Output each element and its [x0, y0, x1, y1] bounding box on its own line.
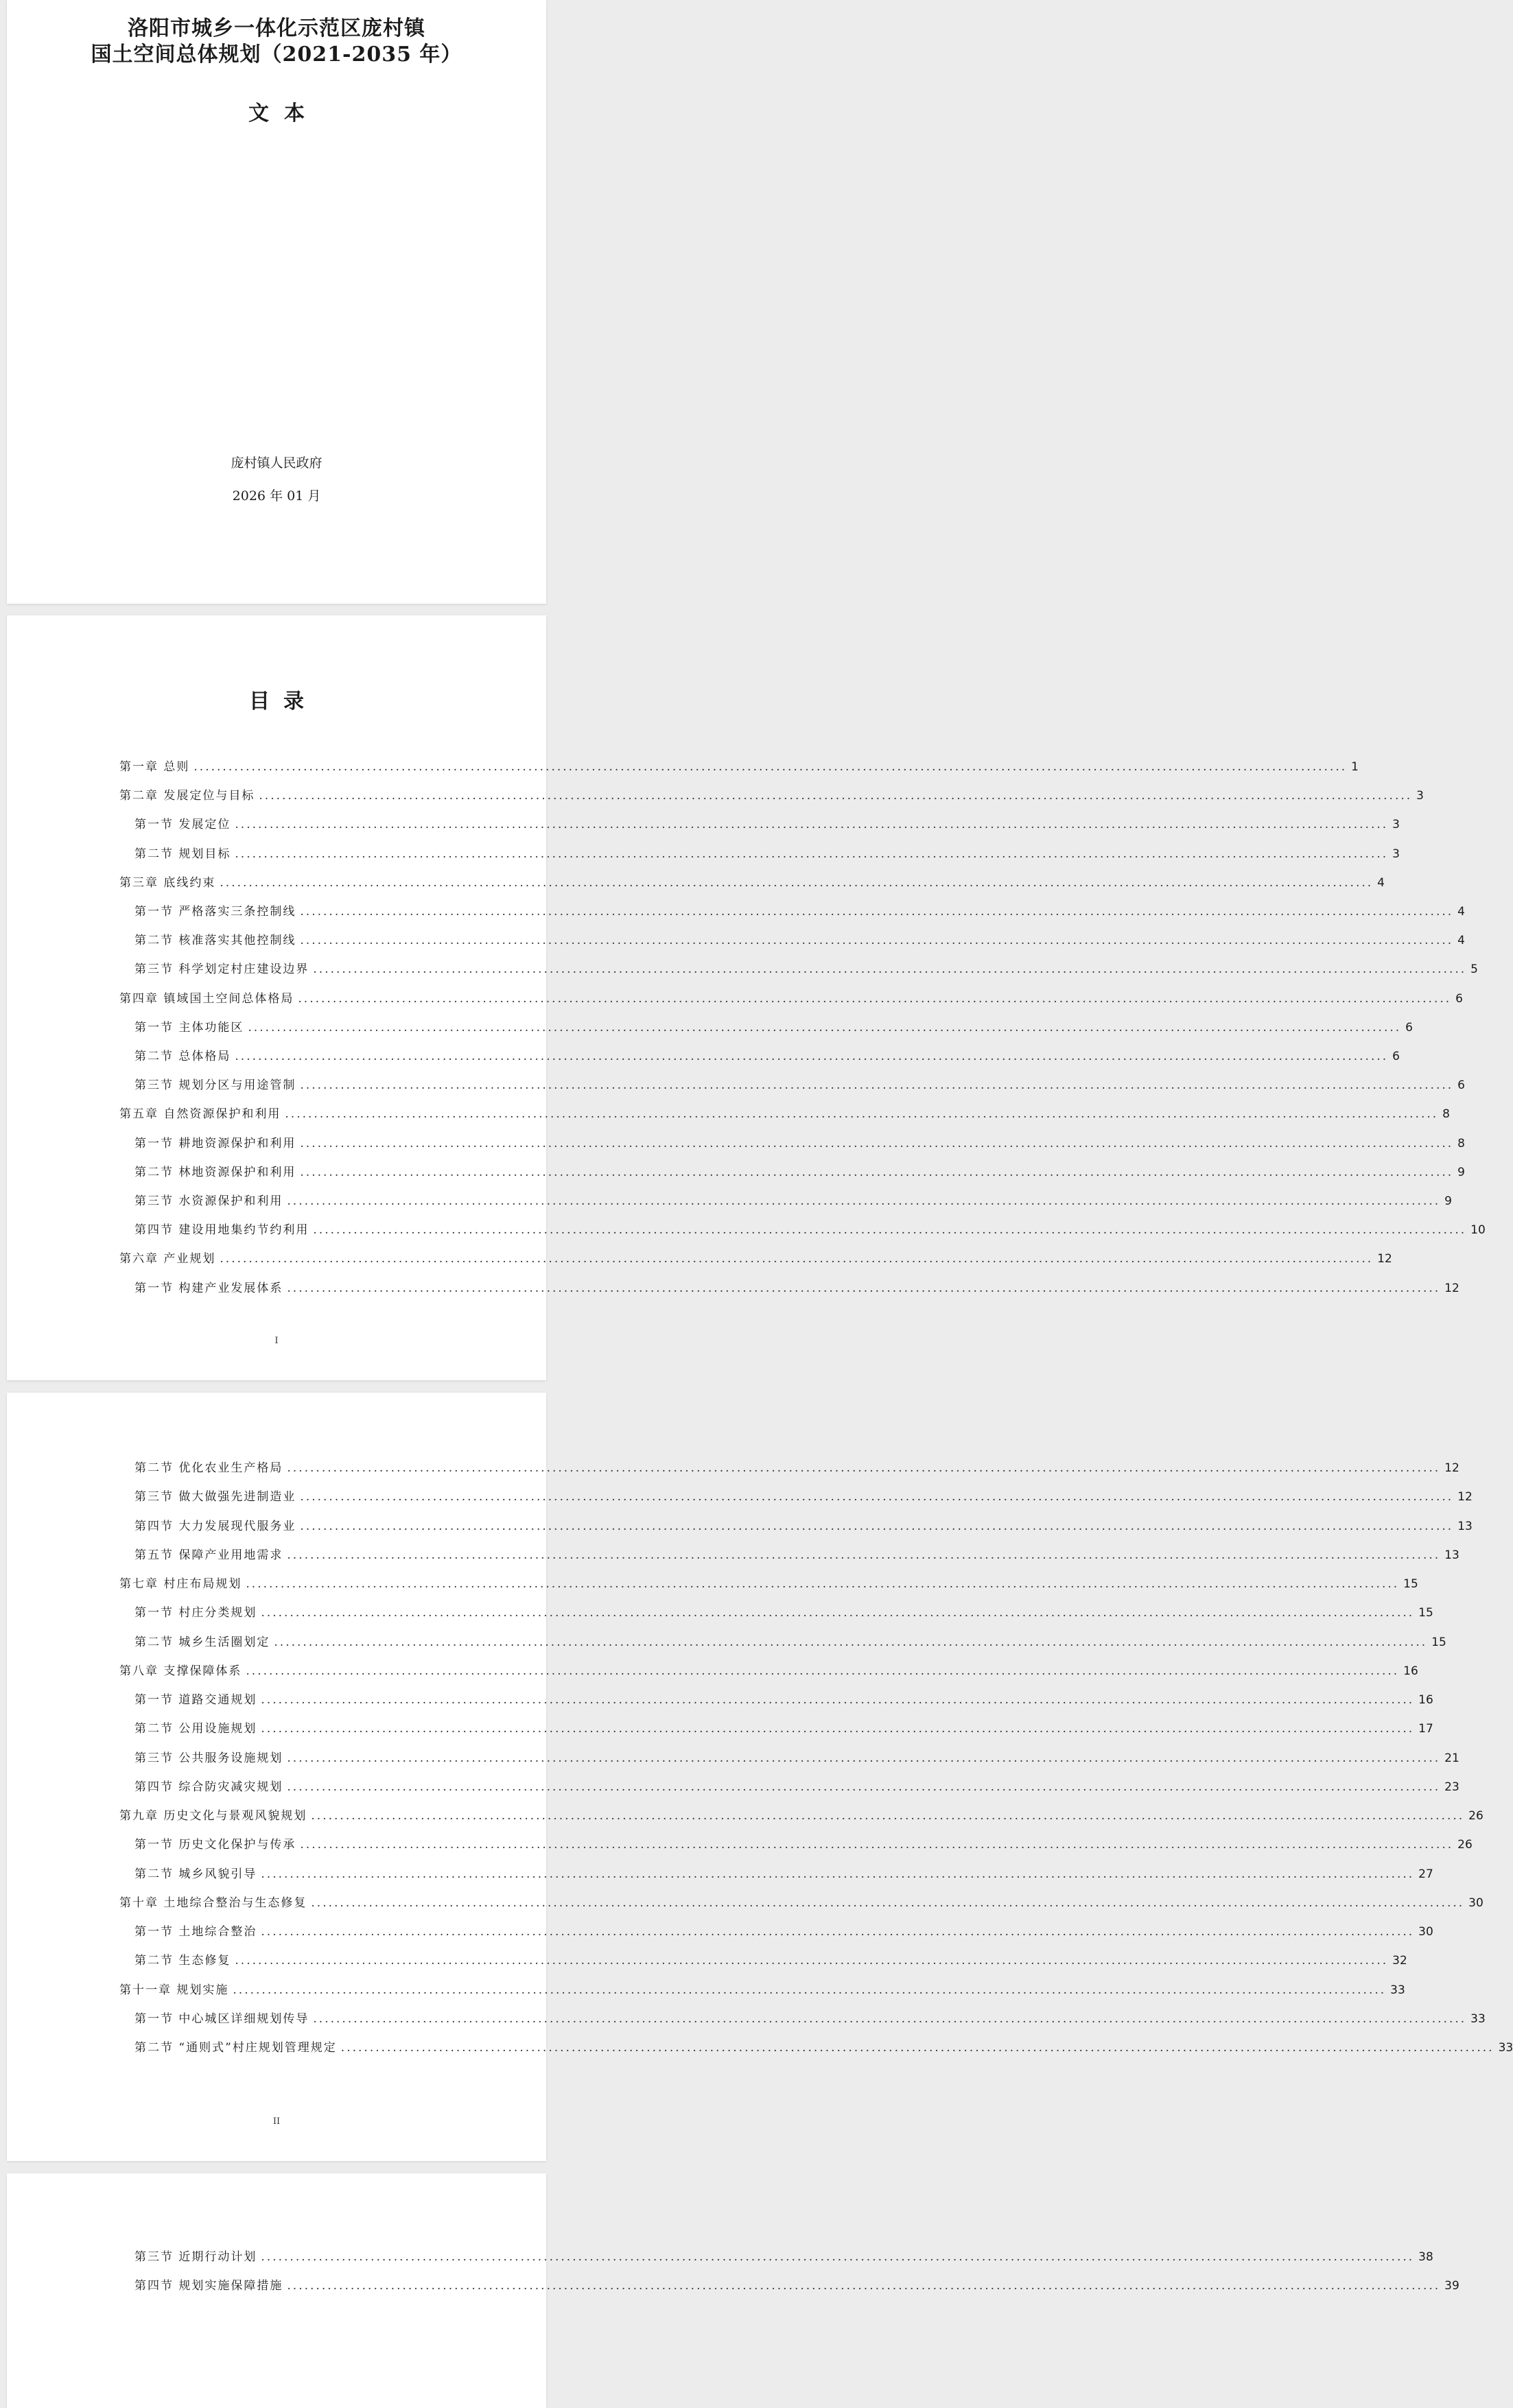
toc-leader-dots: ........................................................................................................................................................................................................	[233, 1983, 1387, 1997]
toc-leader-dots: ........................................................................................................................................................................................................	[261, 1925, 1415, 1939]
toc-leader-dots: ........................................................................................................................................................................................................	[287, 1461, 1441, 1475]
toc-section-entry[interactable]	[134, 2038, 1513, 2055]
toc-entry-page: 3	[1392, 818, 1400, 832]
toc-entry-label: 第一章 总则	[119, 760, 190, 774]
toc-heading: 目录	[249, 689, 318, 713]
toc-section-entry[interactable]	[134, 930, 1465, 948]
toc-entry-page: 12	[1444, 1281, 1459, 1295]
toc-entry-label: 第一节 历史文化保护与传承	[134, 1838, 296, 1852]
toc-section-entry[interactable]	[134, 1545, 1459, 1562]
toc-page-2	[7, 1393, 1513, 2161]
toc-entry-label: 第二节 城乡生活圈划定	[134, 1635, 270, 1649]
toc-section-entry[interactable]	[134, 959, 1478, 977]
toc-entry-label: 第二节 城乡风貌引导	[134, 1867, 257, 1881]
toc-entry-page: 15	[1431, 1635, 1446, 1649]
toc-entry-label: 第二节 公用设施规划	[134, 1722, 257, 1736]
toc-entry-page: 1	[1351, 760, 1359, 774]
toc-entry-label: 第四章 镇域国土空间总体格局	[119, 991, 294, 1006]
toc-entry-label: 第二节 “通则式”村庄规划管理规定	[134, 2041, 337, 2055]
toc-entry-page: 38	[1418, 2250, 1433, 2264]
toc-section-entry[interactable]	[134, 2247, 1433, 2264]
toc-entry-label: 第一节 耕地资源保护和利用	[134, 1136, 296, 1150]
toc-entry-label: 第二节 优化农业生产格局	[134, 1461, 283, 1475]
toc-section-entry[interactable]	[134, 1632, 1446, 1649]
toc-chapter-entry[interactable]	[119, 1893, 1483, 1910]
page-number: I	[274, 1336, 279, 1346]
toc-chapter-entry[interactable]	[119, 1806, 1483, 1823]
toc-entry-label: 第三节 规划分区与用途管制	[134, 1078, 296, 1093]
toc-chapter-entry[interactable]	[119, 873, 1385, 890]
toc-leader-dots: ........................................................................................................................................................................................................	[287, 1548, 1441, 1562]
toc-chapter-entry[interactable]	[119, 1249, 1392, 1266]
toc-entry-page: 10	[1470, 1223, 1486, 1238]
toc-chapter-entry[interactable]	[119, 1980, 1405, 1997]
toc-entry-label: 第二节 规划目标	[134, 847, 231, 861]
toc-leader-dots: ........................................................................................................................................................................................................	[287, 2279, 1441, 2293]
toc-entry-page: 6	[1457, 1078, 1465, 1093]
toc-section-entry[interactable]	[134, 1458, 1459, 1475]
toc-entry-page: 39	[1444, 2279, 1459, 2293]
toc-entry-label: 第十章 土地综合整治与生态修复	[119, 1896, 307, 1910]
cover-date: 2026 年 01 月	[232, 488, 321, 504]
toc-entry-page: 26	[1468, 1809, 1483, 1823]
toc-entry-page: 15	[1403, 1577, 1418, 1591]
toc-leader-dots: ........................................................................................................................................................................................................	[261, 2250, 1415, 2264]
toc-section-entry[interactable]	[134, 2009, 1486, 2026]
toc-entry-page: 15	[1418, 1606, 1433, 1620]
cover-page	[7, 0, 546, 604]
toc-leader-dots: ........................................................................................................................................................................................................	[313, 2011, 1467, 2026]
toc-chapter-entry[interactable]	[119, 989, 1463, 1006]
toc-entry-page: 6	[1405, 1020, 1413, 1035]
toc-section-entry[interactable]	[134, 1516, 1473, 1533]
toc-section-entry[interactable]	[134, 1162, 1465, 1179]
toc-section-entry[interactable]	[134, 1950, 1407, 1968]
toc-leader-dots: ........................................................................................................................................................................................................	[298, 991, 1452, 1006]
toc-leader-dots: ........................................................................................................................................................................................................	[235, 1050, 1389, 1063]
toc-entry-page: 33	[1390, 1983, 1405, 1997]
toc-leader-dots: ........................................................................................................................................................................................................	[313, 963, 1467, 977]
toc-entry-label: 第八章 支撑保障体系	[119, 1664, 242, 1678]
toc-leader-dots: ........................................................................................................................................................................................................	[300, 1165, 1454, 1179]
toc-leader-dots: ........................................................................................................................................................................................................	[311, 1809, 1465, 1823]
toc-entry-label: 第三节 公共服务设施规划	[134, 1751, 283, 1765]
toc-section-entry[interactable]	[134, 1834, 1473, 1852]
toc-leader-dots: ........................................................................................................................................................................................................	[300, 905, 1454, 919]
toc-entry-label: 第一节 发展定位	[134, 818, 231, 832]
toc-chapter-entry[interactable]	[119, 1574, 1418, 1591]
toc-section-entry[interactable]	[134, 1922, 1433, 1939]
toc-entry-label: 第二节 生态修复	[134, 1954, 231, 1968]
toc-entry-label: 第一节 主体功能区	[134, 1020, 244, 1035]
toc-entry-page: 33	[1498, 2041, 1513, 2055]
toc-leader-dots: ........................................................................................................................................................................................................	[235, 1954, 1389, 1968]
toc-leader-dots: ........................................................................................................................................................................................................	[287, 1780, 1441, 1794]
toc-leader-dots: ........................................................................................................................................................................................................	[261, 1867, 1415, 1881]
toc-entry-page: 4	[1377, 875, 1385, 890]
toc-entry-label: 第一节 道路交通规划	[134, 1693, 257, 1707]
toc-section-entry[interactable]	[134, 1487, 1473, 1504]
toc-section-entry[interactable]	[134, 1133, 1465, 1150]
toc-section-entry[interactable]	[134, 814, 1400, 832]
toc-leader-dots: ........................................................................................................................................................................................................	[311, 1896, 1465, 1910]
toc-entry-label: 第四节 综合防灾减灾规划	[134, 1780, 283, 1794]
toc-entry-label: 第四节 建设用地集约节约利用	[134, 1223, 309, 1238]
toc-entry-label: 第二节 核准落实其他控制线	[134, 934, 296, 948]
toc-section-entry[interactable]	[134, 901, 1465, 919]
toc-entry-label: 第三节 科学划定村庄建设边界	[134, 963, 309, 977]
toc-entry-label: 第四节 大力发展现代服务业	[134, 1519, 296, 1533]
toc-section-entry[interactable]	[134, 2276, 1459, 2293]
toc-leader-dots: ........................................................................................................................................................................................................	[220, 1252, 1374, 1266]
toc-section-entry[interactable]	[134, 1075, 1465, 1093]
toc-entry-label: 第一节 严格落实三条控制线	[134, 905, 296, 919]
toc-entry-page: 6	[1455, 991, 1463, 1006]
toc-entry-page: 13	[1457, 1519, 1473, 1533]
toc-entry-page: 23	[1444, 1780, 1459, 1794]
toc-entry-label: 第九章 历史文化与景观风貌规划	[119, 1809, 307, 1823]
toc-leader-dots: ........................................................................................................................................................................................................	[300, 1519, 1454, 1533]
toc-entry-label: 第一节 中心城区详细规划传导	[134, 2011, 309, 2026]
toc-leader-dots: ........................................................................................................................................................................................................	[287, 1194, 1441, 1208]
toc-entry-label: 第二章 发展定位与目标	[119, 789, 255, 803]
toc-chapter-entry[interactable]	[119, 786, 1424, 803]
toc-section-entry[interactable]	[134, 1278, 1459, 1295]
toc-section-entry[interactable]	[134, 1603, 1433, 1620]
toc-section-entry[interactable]	[134, 1719, 1433, 1736]
toc-leader-dots: ........................................................................................................................................................................................................	[259, 789, 1413, 803]
toc-leader-dots: ........................................................................................................................................................................................................	[235, 847, 1389, 861]
toc-entry-page: 16	[1418, 1693, 1433, 1707]
toc-section-entry[interactable]	[134, 844, 1400, 861]
toc-leader-dots: ........................................................................................................................................................................................................	[287, 1751, 1441, 1765]
toc-entry-page: 3	[1392, 847, 1400, 861]
toc-entry-page: 32	[1392, 1954, 1407, 1968]
toc-entry-page: 9	[1457, 1165, 1465, 1179]
toc-section-entry[interactable]	[134, 1220, 1486, 1238]
toc-section-entry[interactable]	[134, 1690, 1433, 1707]
toc-entry-label: 第三节 做大做强先进制造业	[134, 1490, 296, 1504]
toc-section-entry[interactable]	[134, 1864, 1433, 1881]
toc-leader-dots: ........................................................................................................................................................................................................	[313, 1223, 1467, 1238]
cover-issuer: 庞村镇人民政府	[231, 456, 322, 471]
toc-leader-dots: ........................................................................................................................................................................................................	[287, 1281, 1441, 1295]
toc-leader-dots: ........................................................................................................................................................................................................	[300, 1490, 1454, 1504]
toc-entry-page: 13	[1444, 1548, 1459, 1562]
toc-entry-page: 30	[1468, 1896, 1483, 1910]
toc-leader-dots: ........................................................................................................................................................................................................	[285, 1107, 1439, 1122]
toc-leader-dots: ........................................................................................................................................................................................................	[300, 1136, 1454, 1150]
toc-section-entry[interactable]	[134, 1046, 1400, 1063]
toc-entry-page: 4	[1457, 905, 1465, 919]
toc-entry-page: 26	[1457, 1838, 1473, 1852]
toc-entry-label: 第一节 构建产业发展体系	[134, 1281, 283, 1295]
toc-entry-label: 第四节 规划实施保障措施	[134, 2279, 283, 2293]
toc-leader-dots: ........................................................................................................................................................................................................	[300, 934, 1454, 948]
toc-entry-page: 17	[1418, 1722, 1433, 1736]
toc-entry-label: 第二节 林地资源保护和利用	[134, 1165, 296, 1179]
toc-leader-dots: ........................................................................................................................................................................................................	[300, 1838, 1454, 1852]
toc-section-entry[interactable]	[134, 1777, 1459, 1794]
toc-entry-page: 30	[1418, 1925, 1433, 1939]
toc-section-entry[interactable]	[134, 1017, 1413, 1035]
toc-leader-dots: ........................................................................................................................................................................................................	[261, 1693, 1415, 1707]
toc-entry-label: 第一节 村庄分类规划	[134, 1606, 257, 1620]
toc-entry-page: 21	[1444, 1751, 1459, 1765]
toc-entry-label: 第五节 保障产业用地需求	[134, 1548, 283, 1562]
toc-chapter-entry[interactable]	[119, 1104, 1450, 1122]
toc-entry-page: 27	[1418, 1867, 1433, 1881]
toc-leader-dots: ........................................................................................................................................................................................................	[235, 818, 1389, 832]
toc-entry-page: 5	[1470, 963, 1478, 977]
cover-title-line2: 国土空间总体规划（2021-2035 年）	[91, 43, 462, 67]
toc-leader-dots: ........................................................................................................................................................................................................	[340, 2041, 1494, 2055]
toc-entry-label: 第五章 自然资源保护和利用	[119, 1107, 281, 1122]
toc-entry-label: 第十一章 规划实施	[119, 1983, 229, 1997]
toc-entry-page: 12	[1457, 1490, 1473, 1504]
toc-entry-label: 第七章 村庄布局规划	[119, 1577, 242, 1591]
toc-section-entry[interactable]	[134, 1191, 1452, 1208]
toc-leader-dots: ........................................................................................................................................................................................................	[246, 1664, 1400, 1678]
cover-doc-type: 文本	[248, 102, 320, 126]
toc-leader-dots: ........................................................................................................................................................................................................	[261, 1606, 1415, 1620]
toc-entry-label: 第三节 水资源保护和利用	[134, 1194, 283, 1208]
toc-page-3	[7, 2173, 1459, 2408]
toc-entry-page: 12	[1377, 1252, 1392, 1266]
toc-entry-page: 8	[1457, 1136, 1465, 1150]
toc-leader-dots: ........................................................................................................................................................................................................	[248, 1020, 1402, 1035]
toc-entry-page: 6	[1392, 1050, 1400, 1063]
toc-entry-page: 9	[1444, 1194, 1452, 1208]
toc-entry-label: 第六章 产业规划	[119, 1252, 216, 1266]
toc-page-1	[7, 615, 1486, 1380]
toc-leader-dots: ........................................................................................................................................................................................................	[220, 875, 1374, 890]
toc-entry-page: 33	[1470, 2011, 1486, 2026]
toc-leader-dots: ........................................................................................................................................................................................................	[261, 1722, 1415, 1736]
toc-entry-page: 16	[1403, 1664, 1418, 1678]
toc-chapter-entry[interactable]	[119, 757, 1359, 774]
toc-section-entry[interactable]	[134, 1748, 1459, 1765]
toc-leader-dots: ........................................................................................................................................................................................................	[300, 1078, 1454, 1093]
toc-entry-page: 3	[1416, 789, 1424, 803]
cover-title-line1: 洛阳市城乡一体化示范区庞村镇	[128, 16, 425, 40]
toc-entry-label: 第三节 近期行动计划	[134, 2250, 257, 2264]
toc-entry-label: 第二节 总体格局	[134, 1050, 231, 1063]
toc-entry-page: 8	[1442, 1107, 1450, 1122]
page-number: II	[272, 2116, 281, 2127]
toc-leader-dots: ........................................................................................................................................................................................................	[246, 1577, 1400, 1591]
toc-entry-page: 12	[1444, 1461, 1459, 1475]
toc-leader-dots: ........................................................................................................................................................................................................	[193, 760, 1348, 774]
toc-chapter-entry[interactable]	[119, 1661, 1418, 1678]
toc-leader-dots: ........................................................................................................................................................................................................	[274, 1635, 1428, 1649]
toc-entry-label: 第三章 底线约束	[119, 875, 216, 890]
toc-entry-label: 第一节 土地综合整治	[134, 1925, 257, 1939]
toc-entry-page: 4	[1457, 934, 1465, 948]
